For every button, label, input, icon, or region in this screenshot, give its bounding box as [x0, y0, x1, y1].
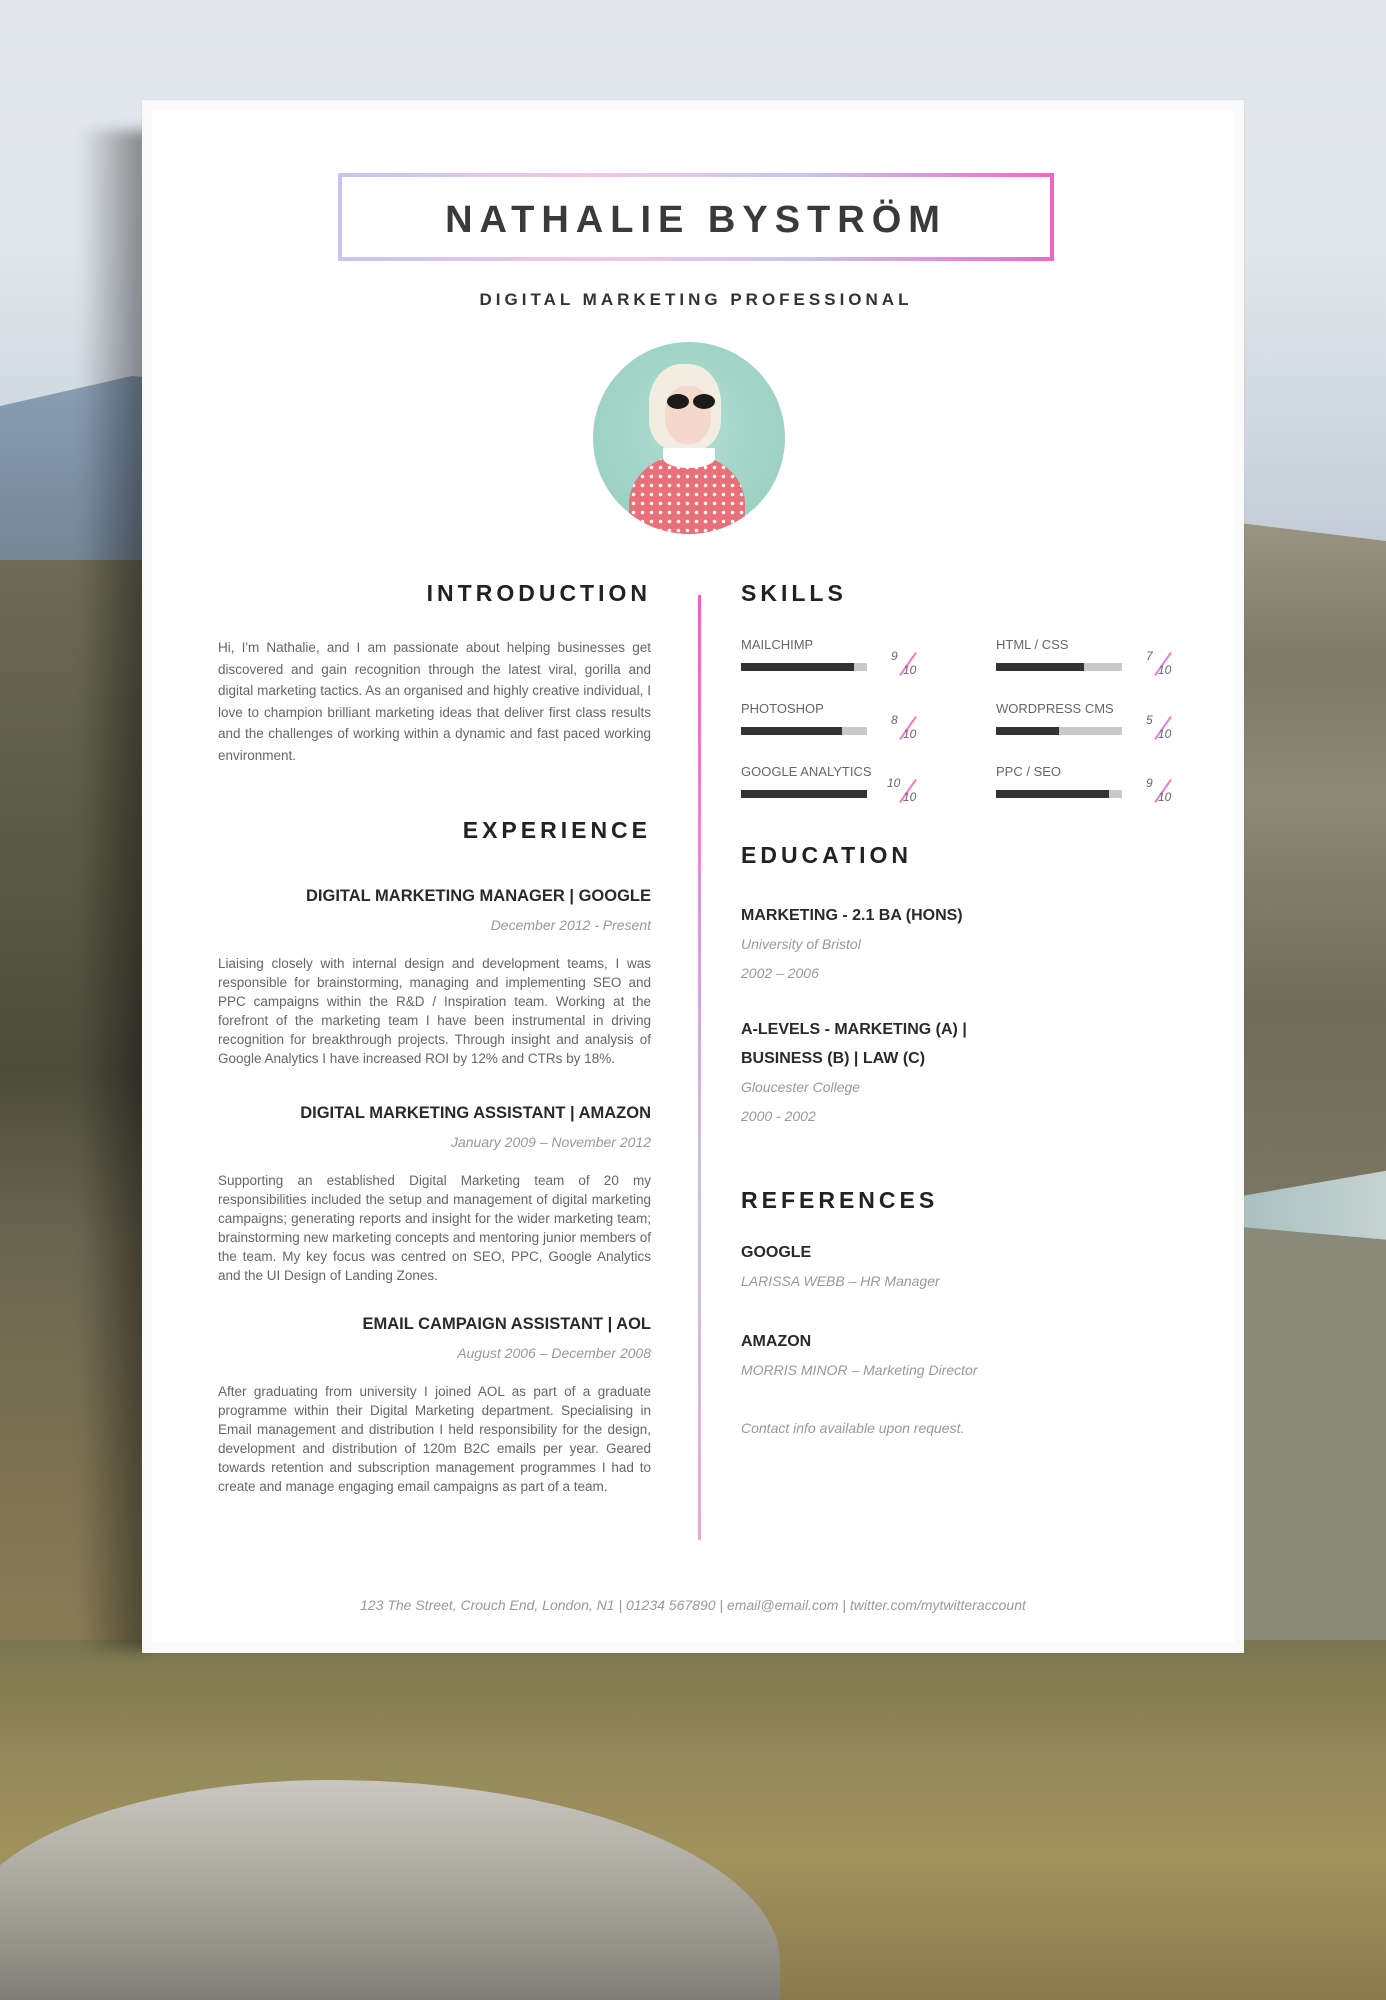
skill-label: PPC / SEO: [996, 764, 1062, 779]
reference-company: AMAZON: [741, 1333, 812, 1350]
skill-item: [996, 637, 1176, 697]
education-school: Gloucester College: [741, 1079, 861, 1095]
right-column: [741, 580, 1191, 1436]
job-title: EMAIL CAMPAIGN ASSISTANT | AOL: [362, 1315, 651, 1333]
skill-score-value: 10: [887, 776, 901, 790]
education-years: 2002 – 2006: [741, 965, 819, 981]
skill-bar: [996, 663, 1122, 671]
skill-score: [891, 649, 921, 679]
skill-label: GOOGLE ANALYTICS: [741, 764, 872, 779]
skill-item: [741, 701, 921, 761]
job-date: August 2006 – December 2008: [457, 1345, 651, 1361]
education-heading: EDUCATION: [741, 842, 913, 868]
job-title: DIGITAL MARKETING ASSISTANT | AMAZON: [300, 1104, 651, 1122]
reference-company: GOOGLE: [741, 1244, 812, 1261]
references-note: Contact info available upon request.: [741, 1420, 965, 1436]
job-subtitle: DIGITAL MARKETING PROFESSIONAL: [479, 290, 913, 309]
column-divider: [698, 595, 701, 1540]
job-description: After graduating from university I joined AOL as part of a graduate programme within their Digital Marketing department. Specialising in Email management and distribution I held responsibility for the design, development and distribution of 120m B2C emails per year. Geared towards retention and subscription management programmes I had to create and manage engaging email campaigns as part of a team.: [218, 1384, 651, 1494]
left-column: [218, 580, 651, 1496]
skill-score: [1146, 776, 1176, 806]
reference-person: LARISSA WEBB – HR Manager: [741, 1273, 940, 1289]
skill-score: [887, 776, 921, 806]
skill-label: WORDPRESS CMS: [996, 701, 1114, 716]
education-years: 2000 - 2002: [741, 1108, 816, 1124]
skill-score-max: 10: [903, 727, 917, 741]
contact-footer: 123 The Street, Crouch End, London, N1 | 01234 567890 | email@email.com | twitter.com/mytwitteraccount: [360, 1597, 1026, 1613]
skill-score: [891, 713, 921, 743]
skill-score-max: 10: [1158, 663, 1172, 677]
skill-bar-fill: [996, 663, 1084, 671]
job-title: DIGITAL MARKETING MANAGER | GOOGLE: [305, 887, 651, 905]
job-entry: [218, 887, 651, 1068]
experience-heading: EXPERIENCE: [462, 817, 651, 843]
resume-page: [142, 100, 1244, 1653]
candidate-name: NATHALIE BYSTRÖM: [445, 199, 947, 241]
education-title-line: A-LEVELS - MARKETING (A) |: [741, 1021, 967, 1038]
resume-content: [152, 110, 1234, 1643]
photo-sunglasses: [667, 394, 717, 410]
skill-item: [741, 764, 921, 824]
education-title: [741, 1015, 1191, 1073]
skill-score: [1146, 713, 1176, 743]
skill-label: HTML / CSS: [996, 637, 1069, 652]
skill-score-value: 8: [891, 713, 898, 727]
references-heading: REFERENCES: [741, 1187, 939, 1213]
job-entry: [218, 1104, 651, 1285]
profile-photo: [593, 342, 785, 534]
paper-shadow: [80, 130, 150, 1650]
skill-score-max: 10: [903, 663, 917, 677]
photo-collar: [663, 448, 715, 468]
skills-grid: [741, 637, 1191, 802]
skill-score-value: 9: [891, 649, 898, 663]
skill-item: [996, 764, 1176, 824]
skill-score-value: 9: [1146, 776, 1153, 790]
reference-person: MORRIS MINOR – Marketing Director: [741, 1362, 978, 1378]
skill-score: [1146, 649, 1176, 679]
skill-bar-fill: [741, 790, 867, 798]
job-entry: [218, 1315, 651, 1496]
job-date: December 2012 - Present: [490, 917, 651, 933]
skill-score-max: 10: [903, 790, 917, 804]
skill-score-max: 10: [1158, 790, 1172, 804]
skill-score-max: 10: [1158, 727, 1172, 741]
education-title-line: BUSINESS (B) | LAW (C): [741, 1050, 926, 1067]
skill-item: [996, 701, 1176, 761]
skill-bar: [741, 727, 867, 735]
job-date: January 2009 – November 2012: [450, 1134, 651, 1150]
skill-bar-fill: [996, 790, 1109, 798]
skill-bar-fill: [741, 663, 854, 671]
introduction-heading: INTRODUCTION: [426, 580, 651, 606]
skill-bar-fill: [741, 727, 842, 735]
introduction-text: Hi, I'm Nathalie, and I am passionate about helping businesses get discovered and gain recognition through the latest viral, gorilla and digital marketing tactics. As an organised and highly creative individual, I love to champion brilliant marketing ideas that deliver first class results and the challenges of working within a dynamic and fast paced working environment.: [218, 640, 651, 763]
skills-heading: SKILLS: [741, 580, 847, 606]
skill-bar: [996, 727, 1122, 735]
job-description: Supporting an established Digital Marketing team of 20 my responsibilities included the setup and management of digital marketing campaigns; generating reports and insight for the wider marketing team; brainstorming new marketing concepts and mentoring junior members of the team. My key focus was centred on SEO, PPC, Google Analytics and the UI Design of Landing Zones.: [218, 1173, 651, 1283]
skill-bar-fill: [996, 727, 1059, 735]
skill-bar: [741, 790, 867, 798]
name-frame: [338, 173, 1054, 261]
skill-bar: [741, 663, 867, 671]
skill-score-value: 5: [1146, 713, 1153, 727]
skill-score-value: 7: [1146, 649, 1153, 663]
skill-item: [741, 637, 921, 697]
skill-label: MAILCHIMP: [741, 637, 814, 652]
education-school: University of Bristol: [741, 936, 861, 952]
skill-bar: [996, 790, 1122, 798]
education-title: MARKETING - 2.1 BA (HONS): [741, 907, 963, 924]
skill-label: PHOTOSHOP: [741, 701, 824, 716]
job-description: Liaising closely with internal design and development teams, I was responsible for brainstorming, managing and implementing SEO and PPC campaigns within the R&D / Inspiration team. Working at the forefront of the marketing team I have been instrumental in driving recognition for breakthrough projects. Through insight and analysis of Google Analytics I have increased ROI by 12% and CTRs by 18%.: [218, 956, 651, 1066]
